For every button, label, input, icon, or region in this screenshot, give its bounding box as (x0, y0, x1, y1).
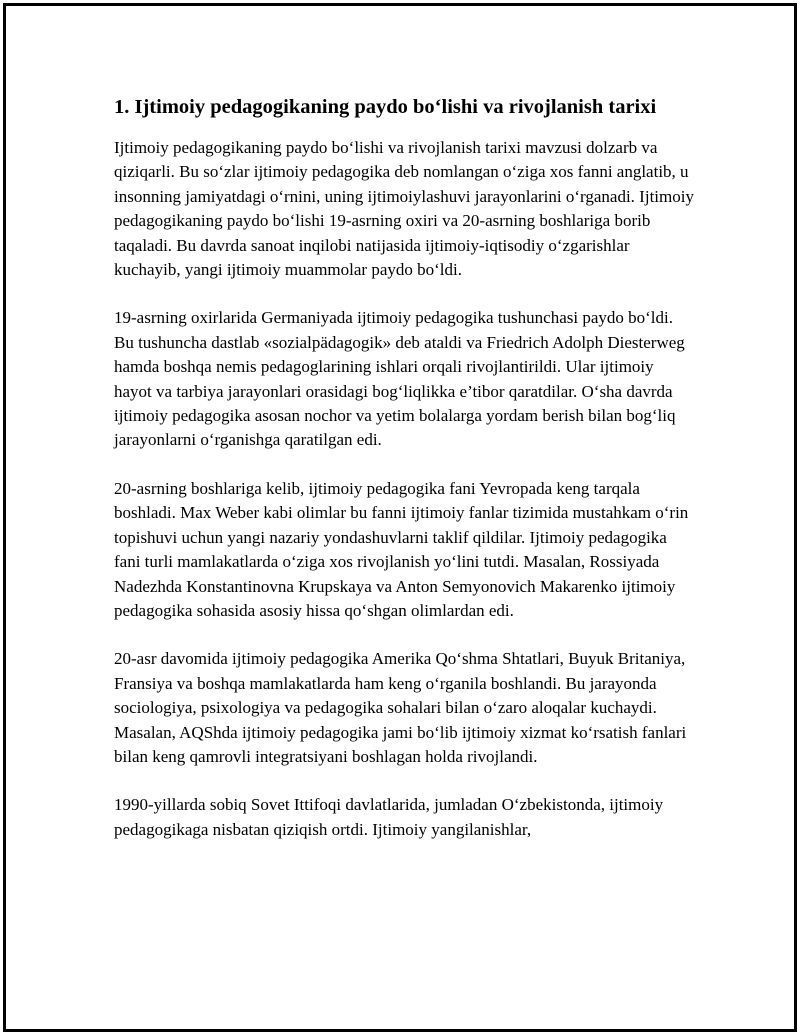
paragraph-1990s: 1990-yillarda sobiq Sovet Ittifoqi davlatlarida, jumladan O‘zbekistonda, ijtimoiy pedagogikaga nisbatan qiziqish ortdi. Ijtimoiy yangilanishlar, (114, 795, 664, 839)
document-body (114, 92, 694, 866)
paragraph-twentieth-century: 20-asr davomida ijtimoiy pedagogika Amerika Qo‘shma Shtatlari, Buyuk Britaniya, Fransiya va boshqa mamlakatlarda ham keng o‘rganila boshlandi. Bu jarayonda sociologiya, psixologiya va pedagogika sohalari bilan o‘zaro aloqalar kuchaydi. Masalan, AQShda ijtimoiy pedagogika jami bo‘lib ijtimoiy xizmat ko‘rsatish fanlari bilan keng qamrovli integratsiyani boshlagan holda rivojlandi. (114, 649, 687, 766)
paragraph-europe: 20-asrning boshlariga kelib, ijtimoiy pedagogika fani Yevropada keng tarqala boshladi. Max Weber kabi olimlar bu fanni ijtimoiy fanlar tizimida mustahkam o‘rin topishuvi uchun yangi nazariy yondashuvlarni taklif qildilar. Ijtimoiy pedagogika fani turli mamlakatlarda o‘ziga xos rivojlanish yo‘lini tutdi. Masalan, Rossiyada Nadezhda Konstantinovna Krupskaya va Anton Semyonovich Makarenko ijtimoiy pedagogika sohasida asosiy hissa qo‘shgan olimlardan edi. (114, 478, 689, 620)
paragraph-origins: Ijtimoiy pedagogikaning paydo bo‘lishi va rivojlanish tarixi mavzusi dolzarb va qiziqarli. Bu so‘zlar ijtimoiy pedagogika deb nomlangan o‘ziga xos fanni anglatib, u insonning jamiyatdagi o‘rnini, uning ijtimoiylashuvi jarayonlarini o‘rganadi. Ijtimoiy pedagogikaning paydo bo‘lishi 19-asrning oxiri va 20-asrning boshlariga borib taqaladi. Bu davrda sanoat inqilobi natijasida ijtimoiy-iqtisodiy o‘zgarishlar kuchayib, yangi ijtimoiy muammolar paydo bo‘ldi. (114, 138, 694, 280)
section-heading: 1. Ijtimoiy pedagogikaning paydo bo‘lishi va rivojlanish tarixi (114, 96, 657, 118)
paragraph-germany: 19-asrning oxirlarida Germaniyada ijtimoiy pedagogika tushunchasi paydo bo‘ldi. Bu tushuncha dastlab «sozialpädagogik» deb ataldi va Friedrich Adolph Diesterweg hamda boshqa nemis pedagoglarining ishlari orqali rivojlantirildi. Ular ijtimoiy hayot va tarbiya jarayonlari orasidagi bog‘liqlikka e’tibor qaratdilar. O‘sha davrda ijtimoiy pedagogika asosan nochor va yetim bolalarga yordam berish bilan bog‘liq jarayonlarni o‘rganishga qaratilgan edi. (114, 308, 685, 450)
